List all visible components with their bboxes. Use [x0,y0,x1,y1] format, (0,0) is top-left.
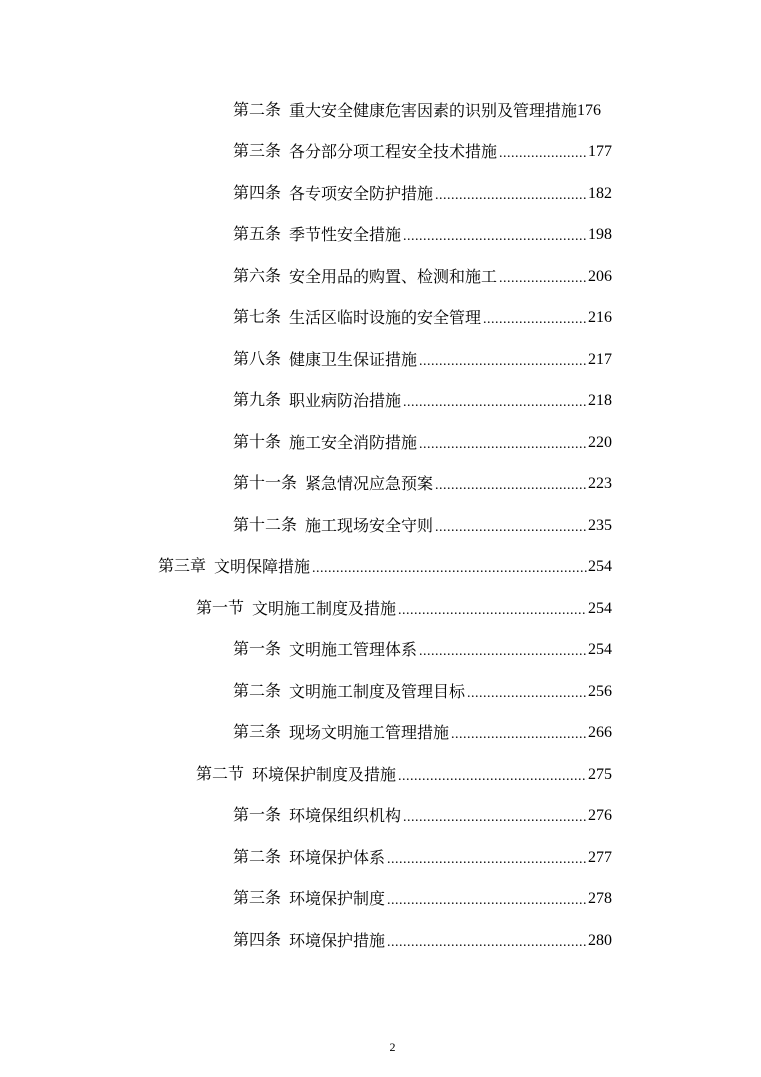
toc-entry-page: 276 [588,807,612,825]
toc-entry-leader [499,269,587,289]
toc-entry[interactable] [0,920,612,962]
toc-entry-title: 环境保组织机构 [289,806,402,826]
toc-entry[interactable] [0,90,761,132]
toc-entry-page: 256 [588,682,612,700]
table-of-contents [0,90,761,962]
toc-entry-page: 266 [588,724,612,742]
toc-entry-page: 254 [588,558,612,576]
toc-entry-page: 220 [588,433,612,451]
toc-entry-title: 安全用品的购置、检测和施工 [289,266,498,286]
toc-entry-page: 217 [588,350,612,368]
toc-entry-number: 第七条 [233,309,282,327]
page-number: 2 [389,1040,396,1054]
toc-entry-page: 206 [588,267,612,285]
toc-entry-number: 第十一条 [233,475,298,493]
toc-entry-title: 环境保护措施 [289,930,386,950]
toc-entry-title: 环境保护制度及措施 [252,764,397,784]
toc-chapter-entry[interactable] [0,547,612,589]
toc-entry-page: 277 [588,848,612,866]
toc-entry[interactable] [0,796,612,838]
toc-entry-title: 各专项安全防护措施 [289,183,434,203]
toc-entry-number: 第十条 [233,433,282,451]
toc-entry-number: 第四条 [233,931,282,949]
toc-entry[interactable] [0,671,612,713]
toc-entry-title: 环境保护制度 [289,889,386,909]
toc-entry[interactable] [0,298,612,340]
toc-entry-title: 紧急情况应急预案 [305,474,434,494]
toc-entry-leader [403,227,587,247]
toc-entry-title: 文明施工制度及措施 [252,598,397,618]
toc-entry-number: 第三条 [233,143,282,161]
toc-entry-leader [419,435,587,455]
toc-entry-title: 文明施工管理体系 [289,640,418,660]
toc-entry-title: 施工安全消防措施 [289,432,418,452]
toc-entry[interactable] [0,422,612,464]
toc-entry-number: 第二条 [233,848,282,866]
toc-entry-title: 季节性安全措施 [289,225,402,245]
toc-entry[interactable] [0,713,612,755]
toc-entry-page: 216 [588,309,612,327]
toc-entry-leader [451,725,587,745]
toc-entry-page: 278 [588,890,612,908]
toc-entry-number: 第五条 [233,226,282,244]
toc-entry-number: 第一节 [196,599,245,617]
toc-entry[interactable] [0,132,612,174]
toc-entry-page: 275 [588,765,612,783]
toc-entry-page: 182 [588,184,612,202]
toc-entry[interactable] [0,256,612,298]
toc-entry[interactable] [0,837,612,879]
toc-entry-number: 第三章 [158,558,207,576]
toc-entry[interactable] [0,879,612,921]
toc-entry-number: 第一条 [233,641,282,659]
toc-entry-number: 第十二条 [233,516,298,534]
toc-entry[interactable] [0,381,612,423]
toc-entry-leader [398,767,587,787]
toc-section-entry[interactable] [0,588,612,630]
toc-entry[interactable] [0,630,612,672]
toc-entry-page: 218 [588,392,612,410]
toc-entry-page: 254 [588,599,612,617]
toc-entry-number: 第二条 [233,682,282,700]
toc-entry-title: 健康卫生保证措施 [289,349,418,369]
toc-entry-number: 第三条 [233,724,282,742]
toc-entry[interactable] [0,464,612,506]
toc-entry-number: 第三条 [233,890,282,908]
toc-entry-leader [387,933,587,953]
toc-entry-number: 第八条 [233,350,282,368]
toc-entry-leader [312,559,587,579]
toc-entry-title: 施工现场安全守则 [305,515,434,535]
toc-entry-title: 现场文明施工管理措施 [289,723,450,743]
toc-entry-leader [435,186,587,206]
toc-entry-number: 第二条 [233,101,282,119]
toc-entry-number: 第四条 [233,184,282,202]
toc-entry[interactable] [0,505,612,547]
toc-entry-page: 254 [588,641,612,659]
toc-entry-number: 第九条 [233,392,282,410]
toc-entry-page: 280 [588,931,612,949]
toc-entry[interactable] [0,339,612,381]
toc-entry-page: 223 [588,475,612,493]
toc-entry-title: 生活区临时设施的安全管理 [289,308,482,328]
toc-entry-leader [435,518,587,538]
toc-entry-leader [403,393,587,413]
toc-section-entry[interactable] [0,754,612,796]
toc-entry-leader [419,352,587,372]
toc-entry-title: 重大安全健康危害因素的识别及管理措施 [289,100,578,120]
toc-entry-title: 文明保障措施 [214,557,311,577]
toc-entry-leader [435,476,587,496]
toc-entry-leader [419,642,587,662]
toc-entry-leader [467,684,587,704]
toc-entry-title: 文明施工制度及管理目标 [289,681,466,701]
toc-entry-number: 第六条 [233,267,282,285]
toc-entry-leader [483,310,587,330]
toc-entry-page: 176 [577,101,602,119]
toc-entry-title: 各分部分项工程安全技术措施 [289,142,498,162]
toc-entry-leader [499,144,587,164]
toc-entry-page: 177 [588,143,612,161]
toc-entry-number: 第一条 [233,807,282,825]
toc-entry-title: 职业病防治措施 [289,391,402,411]
toc-entry[interactable] [0,173,612,215]
toc-entry-leader [387,891,587,911]
toc-entry-title: 环境保护体系 [289,847,386,867]
toc-entry-leader [398,601,587,621]
toc-entry-page: 235 [588,516,612,534]
toc-entry-page: 198 [588,226,612,244]
toc-entry[interactable] [0,215,612,257]
toc-entry-number: 第二节 [196,765,245,783]
toc-entry-leader [403,808,587,828]
toc-entry-leader [387,850,587,870]
